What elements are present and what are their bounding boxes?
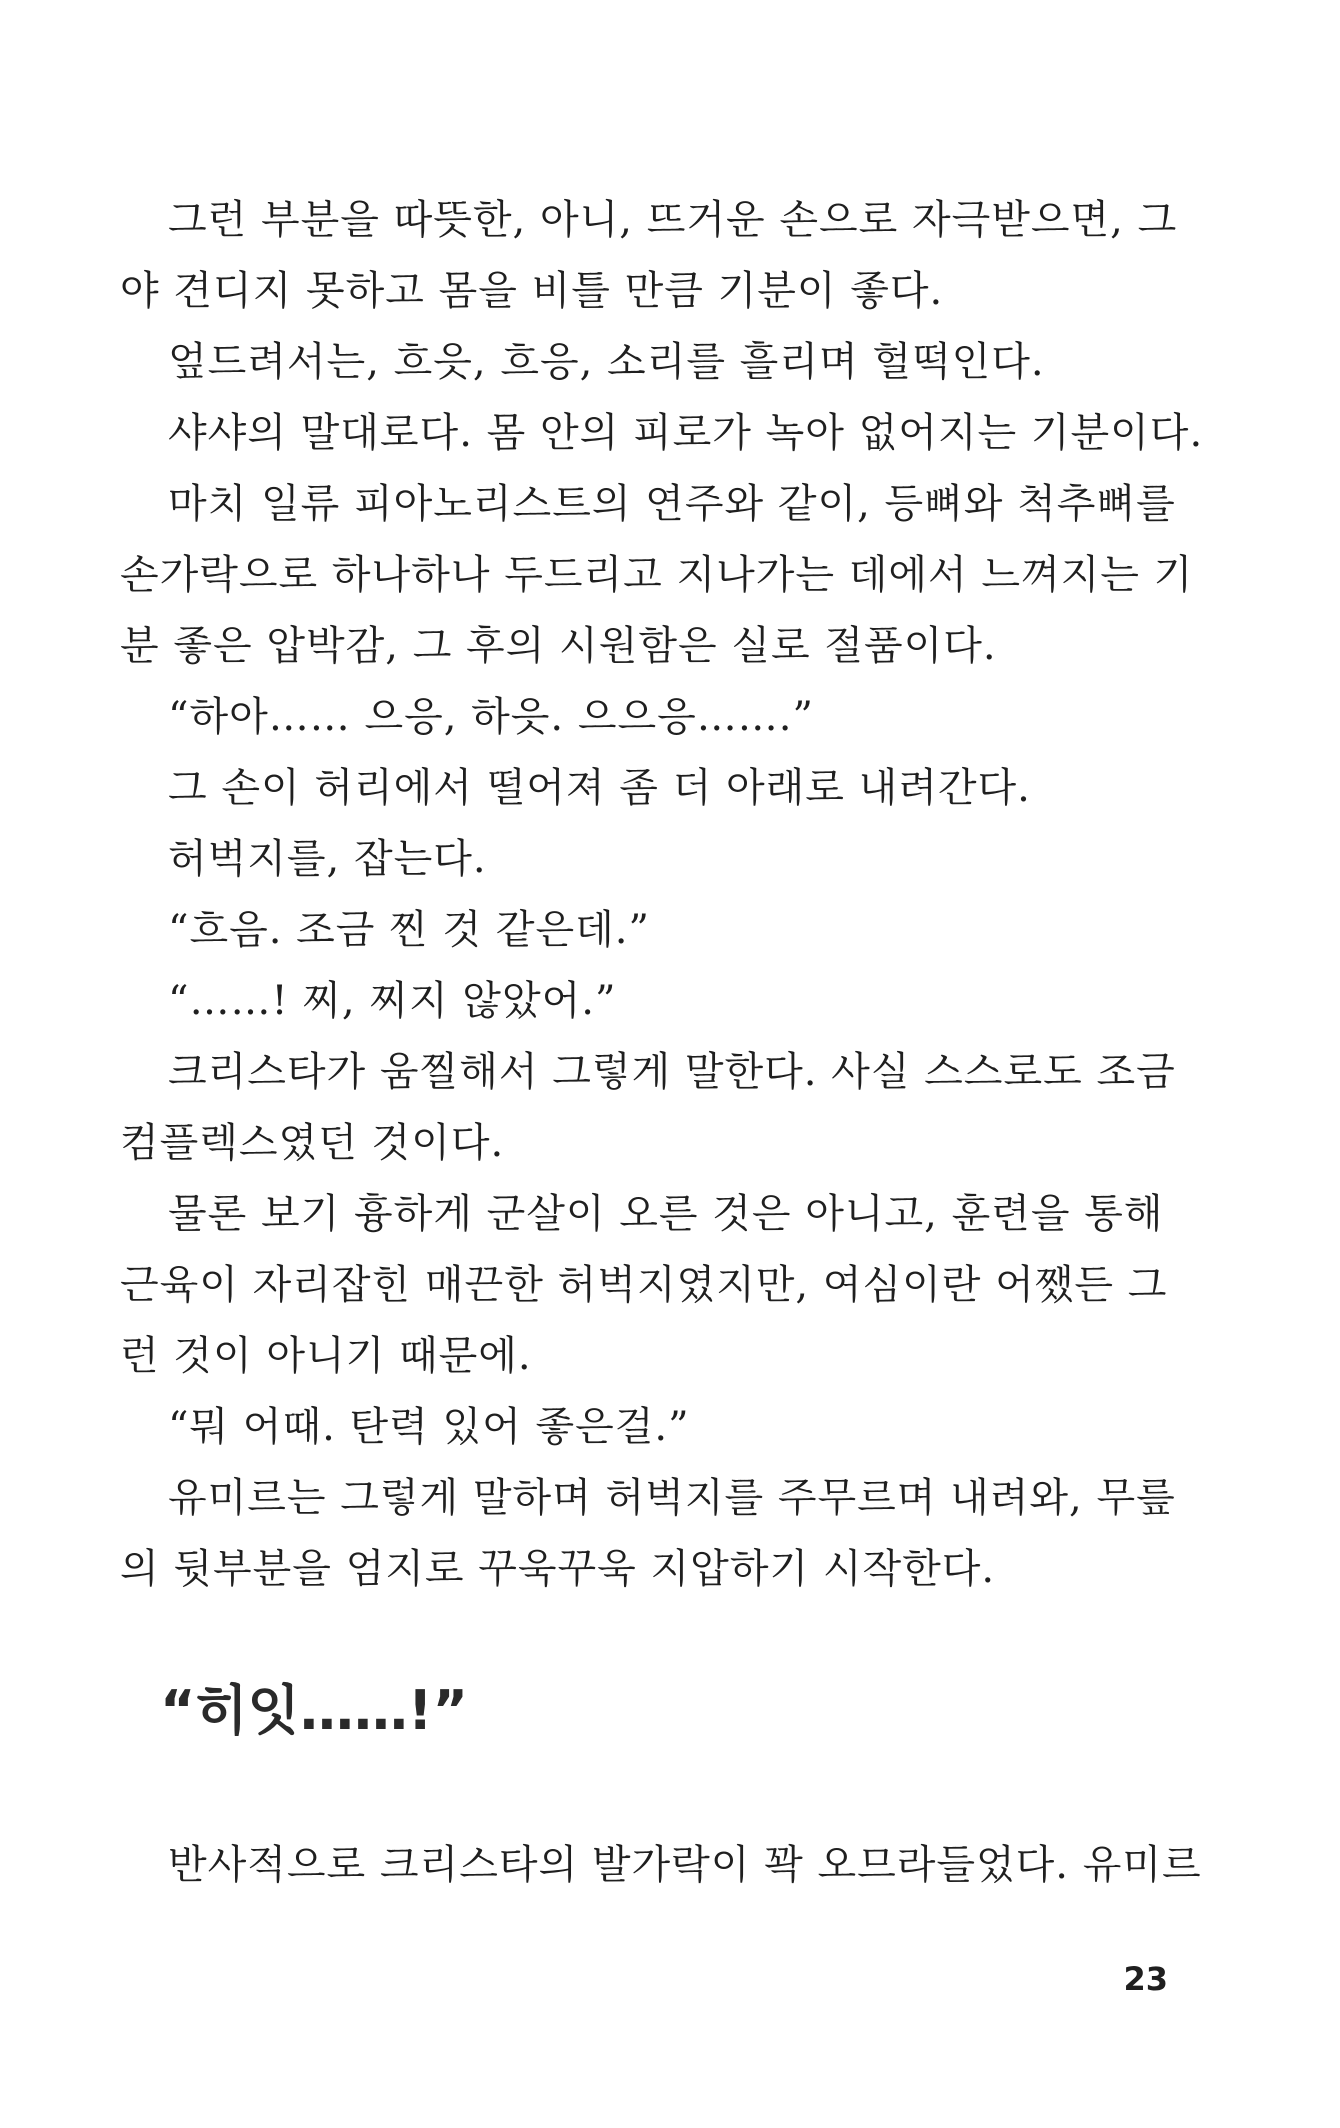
- text-line: 그런 부분을 따뜻한, 아니, 뜨거운 손으로 자극받으면, 그: [168, 197, 1178, 243]
- text-line: 유미르는 그렇게 말하며 허벅지를 주무르며 내려와, 무릎: [168, 1475, 1176, 1521]
- text-line: 허벅지를, 잡는다.: [168, 836, 487, 882]
- text-line: 엎드려서는, 흐읏, 흐응, 소리를 흘리며 헐떡인다.: [168, 339, 1045, 385]
- text-line: 크리스타가 움찔해서 그렇게 말한다. 사실 스스로도 조금: [168, 1049, 1176, 1095]
- exclamation-dialogue: “히잇……!”: [160, 1679, 468, 1742]
- text-line: 샤샤의 말대로다. 몸 안의 피로가 녹아 없어지는 기분이다.: [168, 410, 1204, 456]
- text-line: 근육이 자리잡힌 매끈한 허벅지였지만, 여심이란 어쨌든 그: [120, 1262, 1168, 1308]
- text-line: 의 뒷부분을 엄지로 꾸욱꾸욱 지압하기 시작한다.: [120, 1546, 996, 1592]
- text-line: 야 견디지 못하고 몸을 비틀 만큼 기분이 좋다.: [120, 268, 944, 314]
- text-line: 런 것이 아니기 때문에.: [120, 1333, 532, 1379]
- text-line: 물론 보기 흉하게 군살이 오른 것은 아니고, 훈련을 통해: [168, 1191, 1164, 1237]
- text-line: 손가락으로 하나하나 두드리고 지나가는 데에서 느껴지는 기: [120, 552, 1194, 598]
- dialogue-line: “하아…… 으응, 하읏. 으으응…….”: [168, 694, 814, 740]
- dialogue-line: “흐음. 조금 찐 것 같은데.”: [168, 907, 650, 953]
- text-line: 반사적으로 크리스타의 발가락이 꽉 오므라들었다. 유미르: [168, 1842, 1202, 1888]
- text-line: 마치 일류 피아노리스트의 연주와 같이, 등뼈와 척추뼈를: [168, 481, 1176, 527]
- text-line: 그 손이 허리에서 떨어져 좀 더 아래로 내려간다.: [168, 765, 1031, 811]
- page-number: 23: [1123, 1960, 1168, 1998]
- dialogue-line: “뭐 어때. 탄력 있어 좋은걸.”: [168, 1404, 690, 1450]
- dialogue-line: “……! 찌, 찌지 않았어.”: [168, 978, 617, 1024]
- body-text: [120, 185, 1204, 1605]
- text-line: 분 좋은 압박감, 그 후의 시원함은 실로 절품이다.: [120, 623, 997, 669]
- text-line: 컴플렉스였던 것이다.: [120, 1120, 505, 1166]
